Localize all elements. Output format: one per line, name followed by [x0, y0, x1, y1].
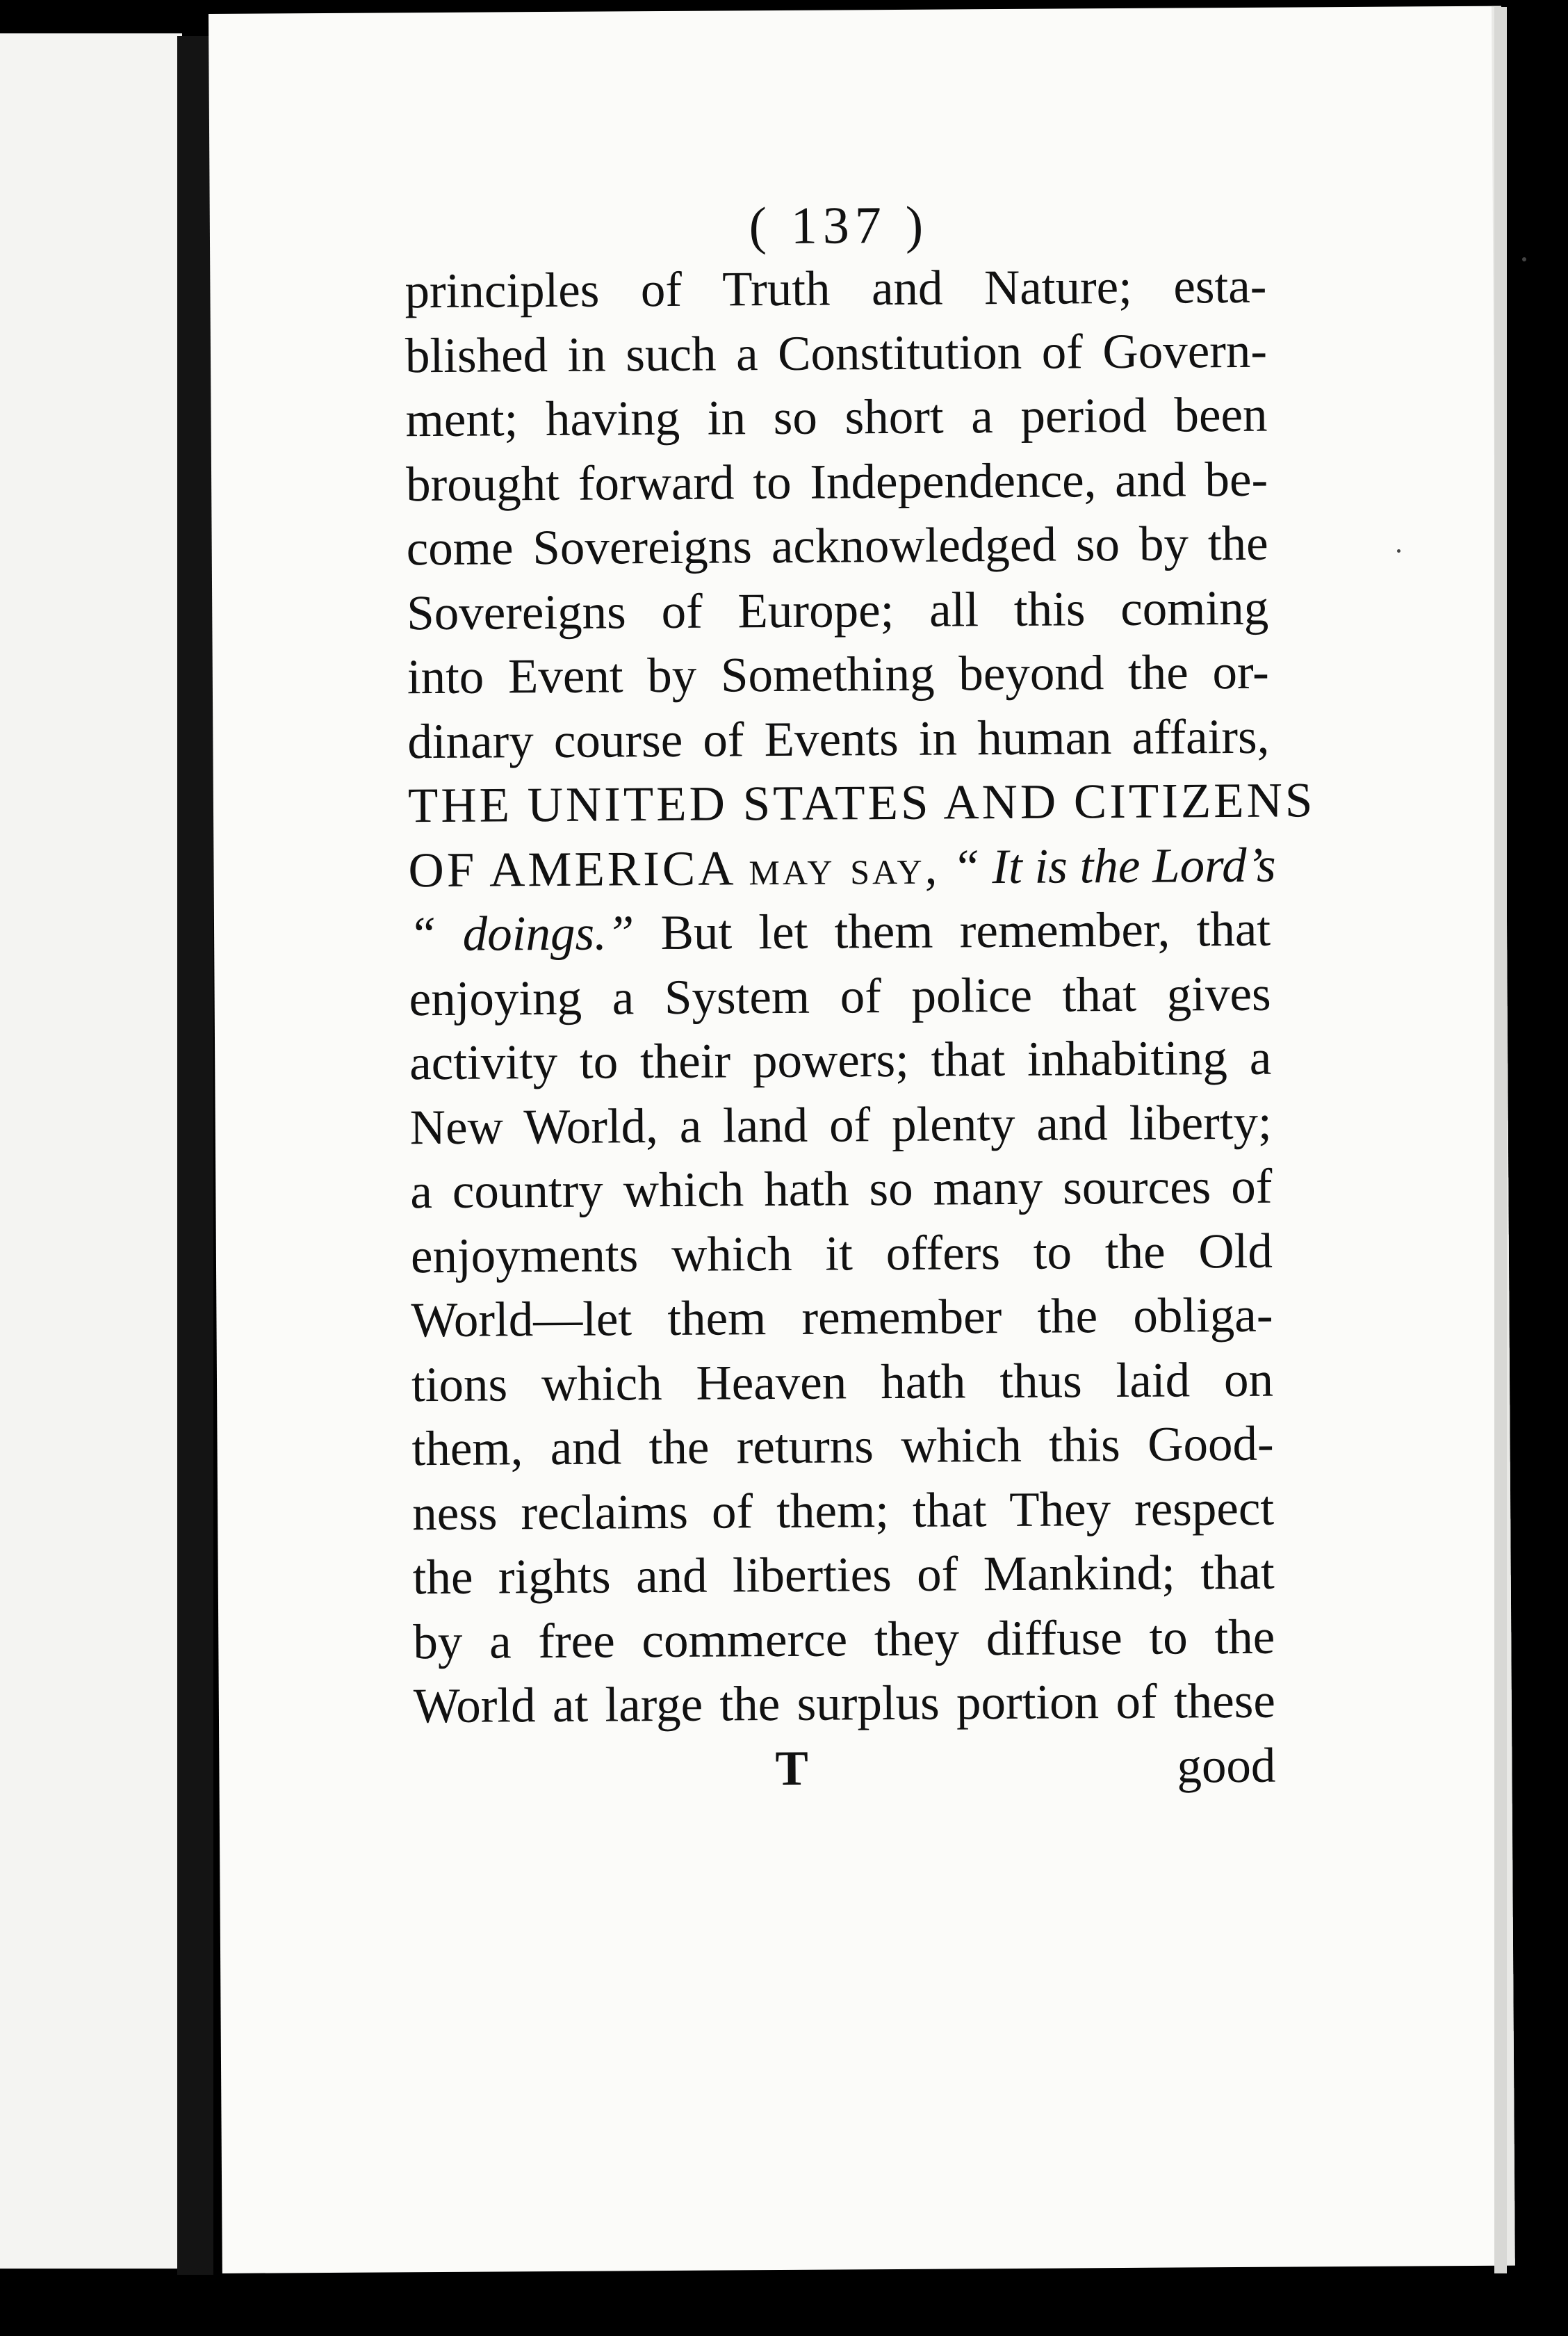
text-line: them, and the returns which this Good- [411, 1416, 1274, 1477]
text-line: enjoying a System of police that gives [409, 966, 1271, 1026]
text-line: Sovereigns of Europe; all this coming [407, 581, 1269, 640]
book-gutter [177, 36, 213, 2275]
quotation-span: “ doings.” [408, 906, 635, 962]
text-line: the rights and liberties of Mankind; that [412, 1545, 1275, 1605]
ink-speck [1397, 549, 1400, 553]
text-line: by a free commerce they diffuse to the [413, 1609, 1275, 1669]
text-line: activity to their powers; that inhabiting a [409, 1030, 1272, 1091]
text-line: a country which hath so many sources of [410, 1159, 1273, 1219]
text-span: OF AMERICA may say, [408, 840, 940, 898]
text-line-mixed [409, 898, 1271, 967]
text-line: enjoyments which it offers to the Old [410, 1224, 1273, 1283]
text-line: into Event by Something beyond the or- [407, 644, 1270, 705]
page-text-block [405, 192, 1316, 1803]
facing-page-edge [0, 33, 182, 2269]
text-line: brought forward to Independence, and be- [405, 452, 1268, 512]
text-line: ment; having in so short a period been [405, 387, 1268, 448]
text-line-mixed [408, 833, 1276, 902]
text-line: principles of Truth and Nature; esta- [405, 259, 1267, 319]
text-line: New World, a land of plenty and liberty; [409, 1095, 1273, 1155]
text-line: tions which Heaven hath thus laid on [411, 1352, 1274, 1412]
page-number: ( 137 ) [749, 195, 929, 256]
ink-speck [1522, 257, 1526, 261]
text-span: But let them remember, that [660, 902, 1271, 961]
text-line: dinary course of Events in human affairs, [407, 709, 1270, 769]
page-footer [414, 1733, 1276, 1803]
page-edge [1494, 7, 1507, 2273]
text-line: come Sovereigns acknowledged so by the [406, 516, 1268, 576]
text-line: THE UNITED STATES AND CITIZENS [407, 773, 1316, 834]
text-line: ness reclaims of them; that They respect [411, 1481, 1275, 1541]
text-line: World—let them remember the obliga- [411, 1288, 1273, 1348]
catchword: good [1177, 1738, 1276, 1794]
quotation-span: “ It is the Lord’s [952, 838, 1276, 894]
book-page [209, 6, 1515, 2273]
signature-mark: T [775, 1741, 809, 1796]
text-line: World at large the surplus portion of these [413, 1673, 1276, 1734]
text-line: blished in such a Constitution of Govern- [405, 323, 1268, 383]
